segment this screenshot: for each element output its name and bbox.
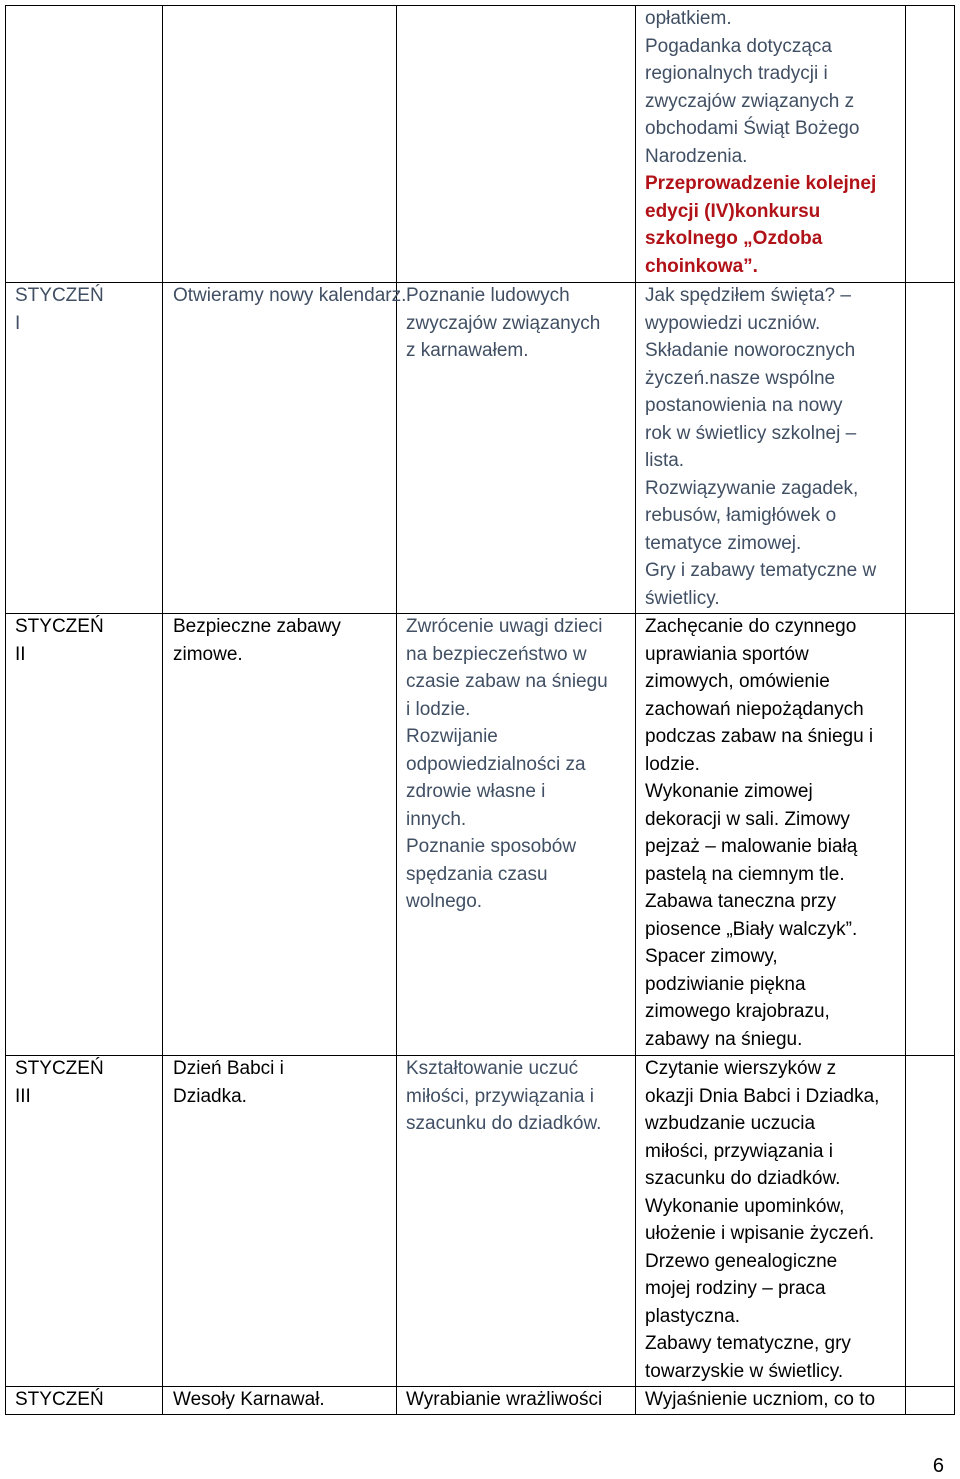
topic-cell: Dzień Babci i Dziadka. (173, 1058, 284, 1107)
table-border-bottom (5, 1414, 955, 1415)
activities-cell: Jak spędziłem święta? – wypowiedzi uczniów. Składanie noworocznych życzeń.nasze wspólne postanowienia na nowy rok w świetlicy szkolnej – lista. Rozwiązywanie zagadek, rebusów, łamigłówek o tematyce zimowej. Gry i zabawy tematyczne w świetlicy. (645, 285, 877, 609)
month-cell: STYCZEŃ (15, 1389, 104, 1410)
column-divider-4 (905, 5, 906, 1415)
goals-cell: Poznanie ludowych zwyczajów związanych z karnawałem. (406, 285, 601, 361)
topic-cell: Otwieramy nowy kalendarz. (173, 285, 407, 306)
column-divider-3 (635, 5, 636, 1415)
column-divider-1 (162, 5, 163, 1415)
continued-activities-text: opłatkiem. Pogadanka dotycząca regionalnych tradycji i zwyczajów związanych z obchodami Świąt Bożego Narodzenia. (645, 8, 860, 167)
table-border-left (5, 5, 6, 1415)
topic-cell: Bezpieczne zabawy zimowe. (173, 616, 341, 665)
month-cell: STYCZEŃ II (15, 616, 104, 665)
column-divider-2 (396, 5, 397, 1415)
goals-cell: Kształtowanie uczuć miłości, przywiązania i szacunku do dziadków. (406, 1058, 602, 1134)
goals-cell: Zwrócenie uwagi dzieci na bezpieczeństwo w czasie zabaw na śniegu i lodzie. Rozwijanie odpowiedzialności za zdrowie własne i innych. Poznanie sposobów spędzania czasu wolnego. (406, 616, 608, 912)
activities-cell: Wyjaśnienie uczniom, co to (645, 1389, 876, 1410)
topic-cell: Wesoły Karnawał. (173, 1389, 325, 1410)
table-border-right (954, 5, 955, 1415)
page-number: 6 (932, 1455, 944, 1477)
activities-cell: Czytanie wierszyków z okazji Dnia Babci i Dziadka, wzbudzanie uczucia miłości, przywiązania i szacunku do dziadków. Wykonanie upominków, ułożenie i wpisanie życzeń. Drzewo genealogiczne mojej rodziny – praca plastyczna. Zabawy tematyczne, gry towarzyskie w świetlicy. (645, 1058, 880, 1382)
month-cell: STYCZEŃ III (15, 1058, 104, 1107)
month-cell: STYCZEŃ I (15, 285, 104, 334)
activities-cell: Zachęcanie do czynnego uprawiania sportów zimowych, omówienie zachowań niepożądanych podczas zabaw na śniegu i lodzie. Wykonanie zimowej dekoracji w sali. Zimowy pejzaż – malowanie białą pastelą na ciemnym tle. Zabawa taneczna przy piosence „Biały walczyk”. Spacer zimowy, podziwianie piękna zimowego krajobrazu, zabawy na śniegu. (645, 616, 874, 1050)
contest-announcement: Przeprowadzenie kolejnej edycji (IV)konkursu szkolnego „Ozdoba choinkowa”. (645, 173, 877, 277)
goals-cell: Wyrabianie wrażliwości (406, 1389, 603, 1410)
